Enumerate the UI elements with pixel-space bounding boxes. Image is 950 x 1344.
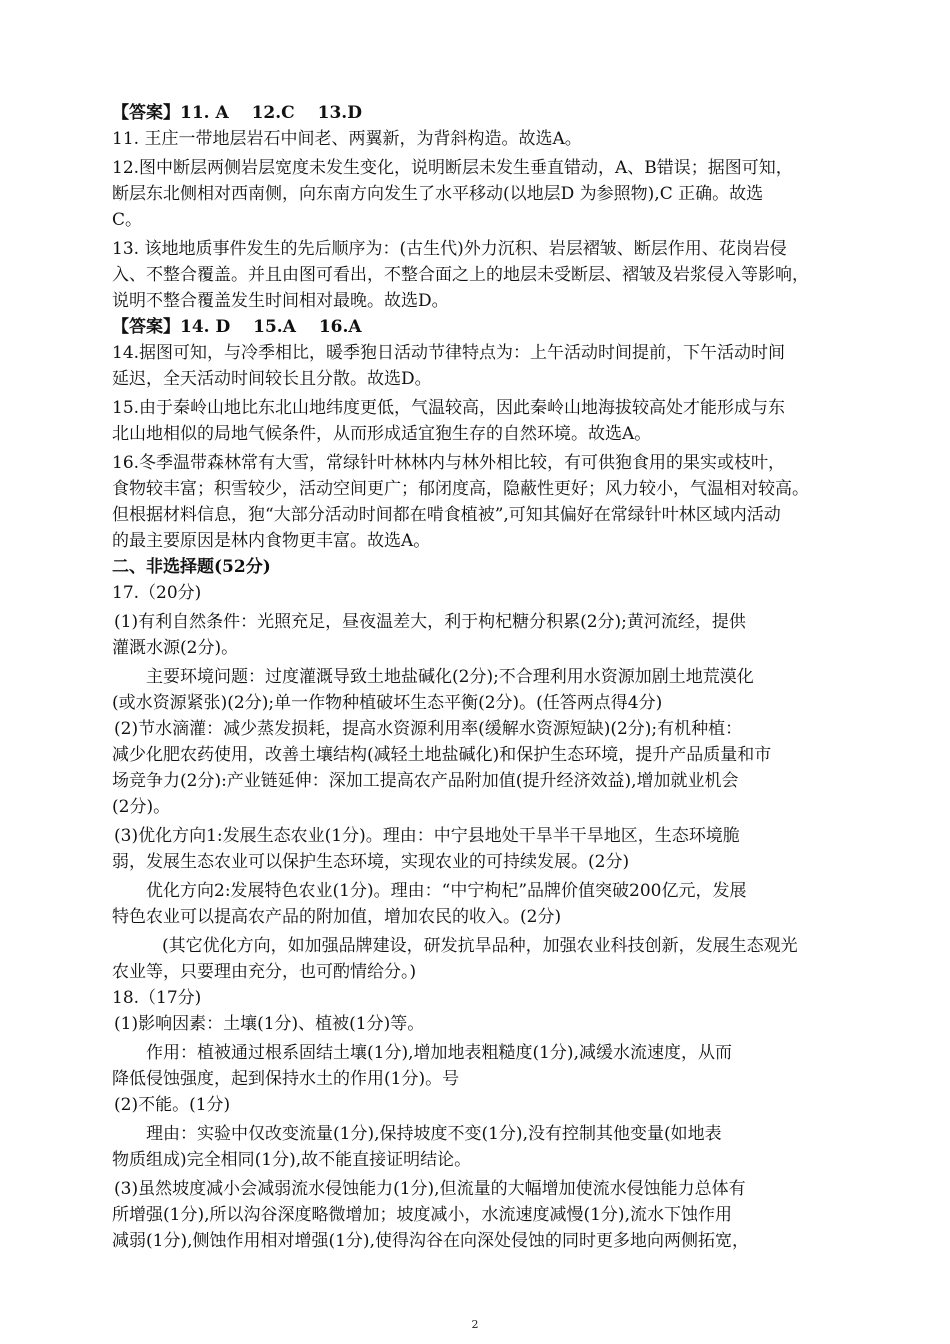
explanation-15-line: 15.由于秦岭山地比东北山地纬度更低，气温较高，因此秦岭山地海拔较高处才能形成与东 bbox=[112, 398, 786, 418]
question-18-header: 18.（17分) bbox=[112, 988, 202, 1008]
q18-part2-line: 理由：实验中仅改变流量(1分),保持坡度不变(1分),没有控制其他变量(如地表 bbox=[146, 1124, 722, 1144]
q17-part3-line: (3)优化方向1:发展生态农业(1分)。理由：中宁县地处干旱半干旱地区，生态环境脆 bbox=[114, 826, 740, 846]
answer-key-11-13: 【答案】11. A 12.C 13.D bbox=[112, 103, 362, 123]
q18-part3-line: 所增强(1分),所以沟谷深度略微增加；坡度减小，水流速度减慢(1分),流水下蚀作用 bbox=[112, 1205, 732, 1225]
question-17-header: 17.（20分) bbox=[112, 583, 202, 603]
explanation-13-line: 入、不整合覆盖。并且由图可看出，不整合面之上的地层未受断层、褶皱及岩浆侵入等影响， bbox=[112, 265, 809, 285]
q17-part2-line: (2)节水滴灌：减少蒸发损耗，提高水资源利用率(缓解水资源短缺)(2分);有机种植： bbox=[114, 719, 743, 739]
explanation-14-line: 14.据图可知，与冷季相比，暖季狍日活动节律特点为：上午活动时间提前，下午活动时间 bbox=[112, 343, 786, 363]
q17-part1-line: (或水资源紧张)(2分);单一作物种植破坏生态平衡(2分)。(任答两点得4分) bbox=[112, 693, 663, 713]
page-number: 2 bbox=[471, 1318, 479, 1331]
q18-part1-line: 作用：植被通过根系固结土壤(1分),增加地表粗糙度(1分),减缓水流速度，从而 bbox=[146, 1043, 732, 1063]
q18-part3-line: (3)虽然坡度减小会减弱流水侵蚀能力(1分),但流量的大幅增加使流水侵蚀能力总体有 bbox=[114, 1179, 746, 1199]
q18-part1-line: (1)影响因素：土壤(1分)、植被(1分)等。 bbox=[114, 1014, 425, 1034]
explanation-14-line: 延迟，全天活动时间较长且分散。故选D。 bbox=[112, 369, 432, 389]
q17-part2-line: (2分)。 bbox=[112, 797, 171, 817]
answer-key-14-16: 【答案】14. D 15.A 16.A bbox=[112, 317, 362, 337]
explanation-13-line: 13. 该地地质事件发生的先后顺序为：(古生代)外力沉积、岩层褶皱、断层作用、花岗岩侵 bbox=[112, 239, 787, 259]
explanation-12-line: 断层东北侧相对西南侧，向东南方向发生了水平移动(以地层D 为参照物),C 正确。故选 bbox=[112, 184, 764, 204]
explanation-15-line: 北山地相似的局地气候条件，从而形成适宜狍生存的自然环境。故选A。 bbox=[112, 424, 652, 444]
q17-part3-line: 农业等，只要理由充分，也可酌情给分。) bbox=[112, 962, 417, 982]
explanation-12-line: 12.图中断层两侧岩层宽度未发生变化，说明断层未发生垂直错动，A、B错误；据图可知， bbox=[112, 158, 793, 178]
q18-part3-line: 减弱(1分),侧蚀作用相对增强(1分),使得沟谷在向深处侵蚀的同时更多地向两侧拓宽， bbox=[112, 1231, 749, 1251]
q18-part2-line: 物质组成)完全相同(1分),故不能直接证明结论。 bbox=[112, 1150, 472, 1170]
explanation-16-line: 的最主要原因是林内食物更丰富。故选A。 bbox=[112, 531, 431, 551]
page-content bbox=[112, 100, 832, 1254]
q17-part3-line: 特色农业可以提高农产品的附加值，增加农民的收入。(2分) bbox=[112, 907, 562, 927]
q18-part2-line: (2)不能。(1分) bbox=[114, 1095, 231, 1115]
explanation-13-line: 说明不整合覆盖发生时间相对最晚。故选D。 bbox=[112, 291, 449, 311]
q17-part1-line: (1)有利自然条件：光照充足，昼夜温差大，利于枸杞糖分积累(2分);黄河流经，提供 bbox=[114, 612, 746, 632]
explanation-16-line: 但根据材料信息，狍“大部分活动时间都在啃食植被”,可知其偏好在常绿针叶林区域内活动 bbox=[112, 505, 781, 525]
q17-part3-line: 优化方向2:发展特色农业(1分)。理由：“中宁枸杞”品牌价值突破200亿元，发展 bbox=[146, 881, 747, 901]
q17-part3-line: (其它优化方向，如加强品牌建设，研发抗旱品种，加强农业科技创新，发展生态观光 bbox=[162, 936, 798, 956]
q17-part1-line: 主要环境问题：过度灌溉导致土地盐碱化(2分);不合理利用水资源加剧土地荒漠化 bbox=[146, 667, 754, 687]
explanation-11: 11. 王庄一带地层岩石中间老、两翼新，为背斜构造。故选A。 bbox=[112, 129, 582, 149]
section-heading: 二、非选择题(52分) bbox=[112, 557, 271, 577]
q17-part2-line: 场竞争力(2分):产业链延伸：深加工提高农产品附加值(提升经济效益),增加就业机会 bbox=[112, 771, 739, 791]
q17-part2-line: 减少化肥农药使用，改善土壤结构(减轻土地盐碱化)和保护生态环境，提升产品质量和市 bbox=[112, 745, 772, 765]
explanation-16-line: 食物较丰富；积雪较少，活动空间更广；郁闭度高，隐蔽性更好；风力较小，气温相对较高。 bbox=[112, 479, 809, 499]
explanation-16-line: 16.冬季温带森林常有大雪，常绿针叶林林内与林外相比较，有可供狍食用的果实或枝叶， bbox=[112, 453, 786, 473]
q18-part1-line: 降低侵蚀强度，起到保持水土的作用(1分)。号 bbox=[112, 1069, 460, 1089]
q17-part3-line: 弱，发展生态农业可以保护生态环境，实现农业的可持续发展。(2分) bbox=[112, 852, 630, 872]
explanation-12-line: C。 bbox=[112, 210, 143, 230]
q17-part1-line: 灌溉水源(2分)。 bbox=[112, 638, 239, 658]
